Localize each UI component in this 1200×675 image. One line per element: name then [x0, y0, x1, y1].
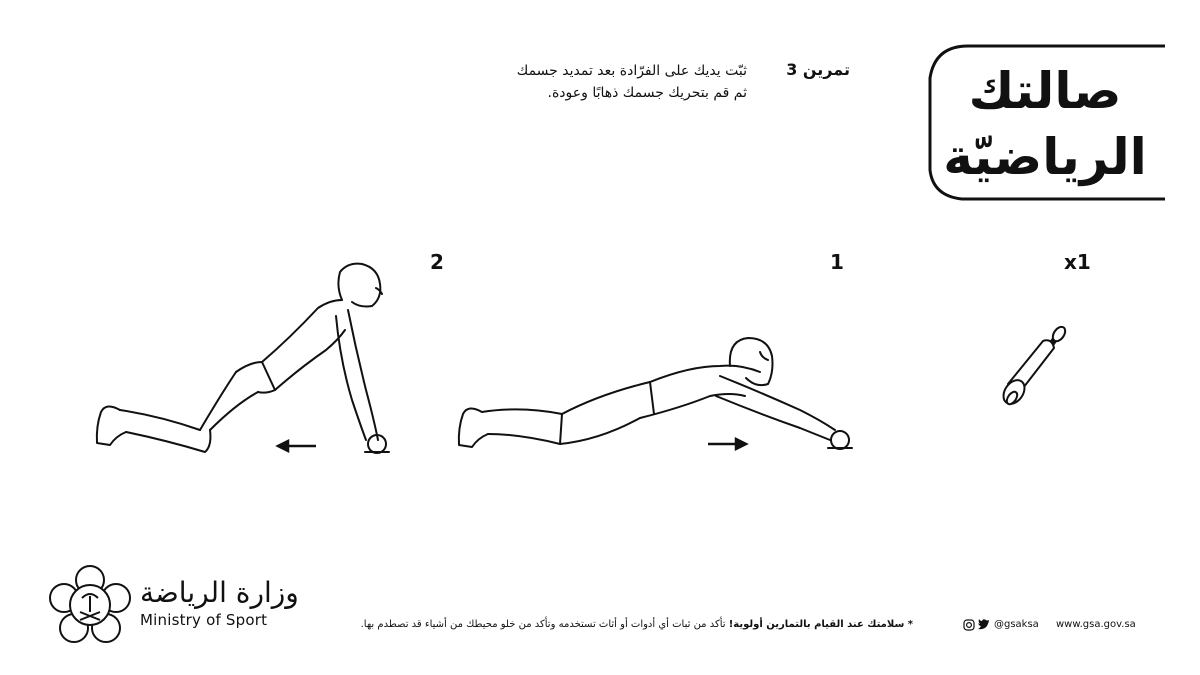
title-line-2: الرياضيّة [943, 128, 1147, 186]
exercise-description-line-1: ثبّت يديك على الفرّادة بعد تمديد جسمك [516, 63, 747, 79]
equipment-quantity: x1 [1064, 250, 1091, 274]
ministry-name-arabic: وزارة الرياضة [140, 576, 299, 609]
twitter-icon[interactable] [978, 619, 989, 629]
title-line-1: صالتك [968, 62, 1122, 120]
social-handle[interactable]: @gsaksa [994, 619, 1039, 630]
exercise-label: تمرين 3 [786, 60, 850, 79]
ministry-name-english: Ministry of Sport [140, 611, 268, 629]
instagram-icon[interactable] [964, 620, 974, 630]
website-link[interactable]: www.gsa.gov.sa [1056, 619, 1136, 630]
step-1-label: 1 [830, 250, 844, 274]
safety-note-bold: * سلامتك عند القيام بالتمارين أولوية! [728, 619, 913, 630]
step-2-label: 2 [430, 250, 444, 274]
exercise-description-line-2: ثم قم بتحريك جسمك ذهابًا وعودة. [547, 85, 747, 101]
safety-note-text: تأكد من ثبات أي أدوات أو أثاث تستخدمه وتأكد من خلو محيطك من أشياء قد تصطدم بها. [360, 619, 726, 630]
